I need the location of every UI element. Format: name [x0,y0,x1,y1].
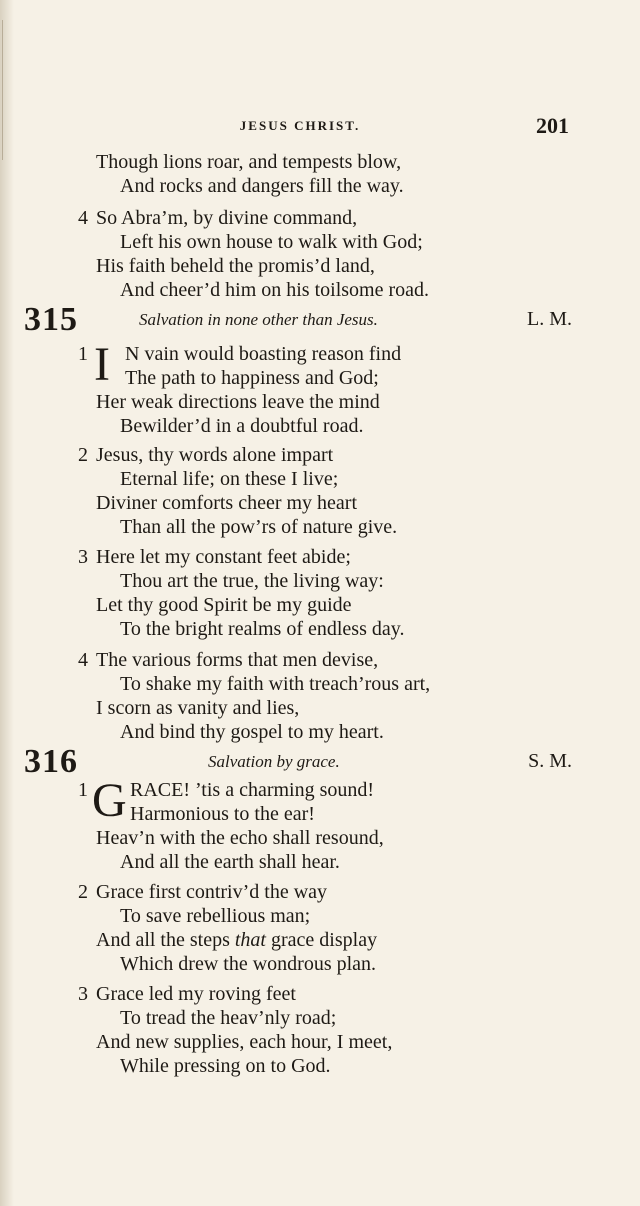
verse-line: Eternal life; on these I live; [120,468,339,490]
verse-line: RACE! ’tis a charming sound! [130,779,375,801]
verse-number: 3 [78,546,88,568]
verse-first-line [68,982,568,1006]
verse-number: 2 [78,881,88,903]
verse-line: To save rebellious man; [120,905,311,927]
verse-number: 4 [78,207,88,229]
verse-line: Thou art the true, the living way: [120,570,384,592]
verse-line: Left his own house to walk with God; [120,231,423,253]
verse-text: grace display [266,929,378,951]
verse-first-line [68,443,568,467]
verse-line: Though lions roar, and tempests blow, [96,151,402,173]
verse-line: Jesus, thy words alone impart [96,444,334,466]
verse-line: So Abra’m, by divine command, [96,207,358,229]
verse-number: 4 [78,649,88,671]
stanza-316-1 [68,774,568,874]
stanza-315-4 [68,648,568,744]
verse-line: His faith beheld the promis’d land, [96,255,375,277]
verse-line: Bewilder’d in a doubtful road. [120,415,364,437]
verse-number: 2 [78,444,88,466]
verse-line: To the bright realms of endless day. [120,618,405,640]
verse-line: And all the earth shall hear. [120,851,340,873]
hymn-315-header [24,300,572,340]
verse-line: Than all the pow’rs of nature give. [120,516,398,538]
verse-line: The various forms that men devise, [96,649,379,671]
verse-first-line [68,545,568,569]
verse-line: To shake my faith with treach’rous art, [120,673,431,695]
verse-first-line [68,206,568,230]
verse-line: Which drew the wondrous plan. [120,953,377,975]
verse-line: And bind thy gospel to my heart. [120,721,384,743]
verse-number: 1 [78,779,88,801]
verse-line: Heav’n with the echo shall resound, [96,827,384,849]
stanza-315-1 [68,338,568,438]
page-edge-line [2,20,3,160]
stanza-315-2 [68,443,568,539]
verse-line: Grace first contriv’d the way [96,881,328,903]
stanza-315-3 [68,545,568,641]
verse-line: Grace led my roving feet [96,983,296,1005]
verse-line: And rocks and dangers fill the way. [120,175,404,197]
verse-line: The path to happiness and God; [125,367,379,389]
drop-cap: I [94,338,110,391]
verse-line: While pressing on to God. [120,1055,331,1077]
stanza-314-4 [68,206,568,302]
hymn-meter: S. M. [528,750,572,772]
drop-cap: G [92,774,127,827]
hymn-number: 316 [24,743,78,780]
verse-line: And new supplies, each hour, I meet, [96,1031,393,1053]
italic-word: that [234,929,266,951]
verse-line: N vain would boasting reason find [125,343,402,365]
stanza-316-2 [68,880,568,976]
verse-line: Her weak directions leave the mind [96,391,380,413]
hymn-title: Salvation in none other than Jesus. [139,310,378,329]
stanza-316-3 [68,982,568,1078]
verse-line: I scorn as vanity and lies, [96,697,300,719]
verse-text: And all the steps [96,929,235,951]
stanza-continuation [68,150,568,198]
page-edge-shadow [0,0,14,1206]
verse-line: Let thy good Spirit be my guide [96,594,352,616]
verse-number: 3 [78,983,88,1005]
verse-first-line [68,880,568,904]
verse-line [68,928,568,952]
verse-line: Diviner comforts cheer my heart [96,492,358,514]
verse-line: And cheer’d him on his toilsome road. [120,279,430,301]
hymn-meter: L. M. [527,308,572,330]
verse-first-line [68,648,568,672]
page-number: 201 [536,113,569,138]
hymn-number: 315 [24,301,78,338]
verse-line: Here let my constant feet abide; [96,546,351,568]
verse-line: Harmonious to the ear! [130,803,315,825]
verse-line: To tread the heav’nly road; [120,1007,337,1029]
hymn-title: Salvation by grace. [208,752,340,771]
running-title: JESUS CHRIST. [239,118,361,133]
verse-number: 1 [78,343,88,365]
